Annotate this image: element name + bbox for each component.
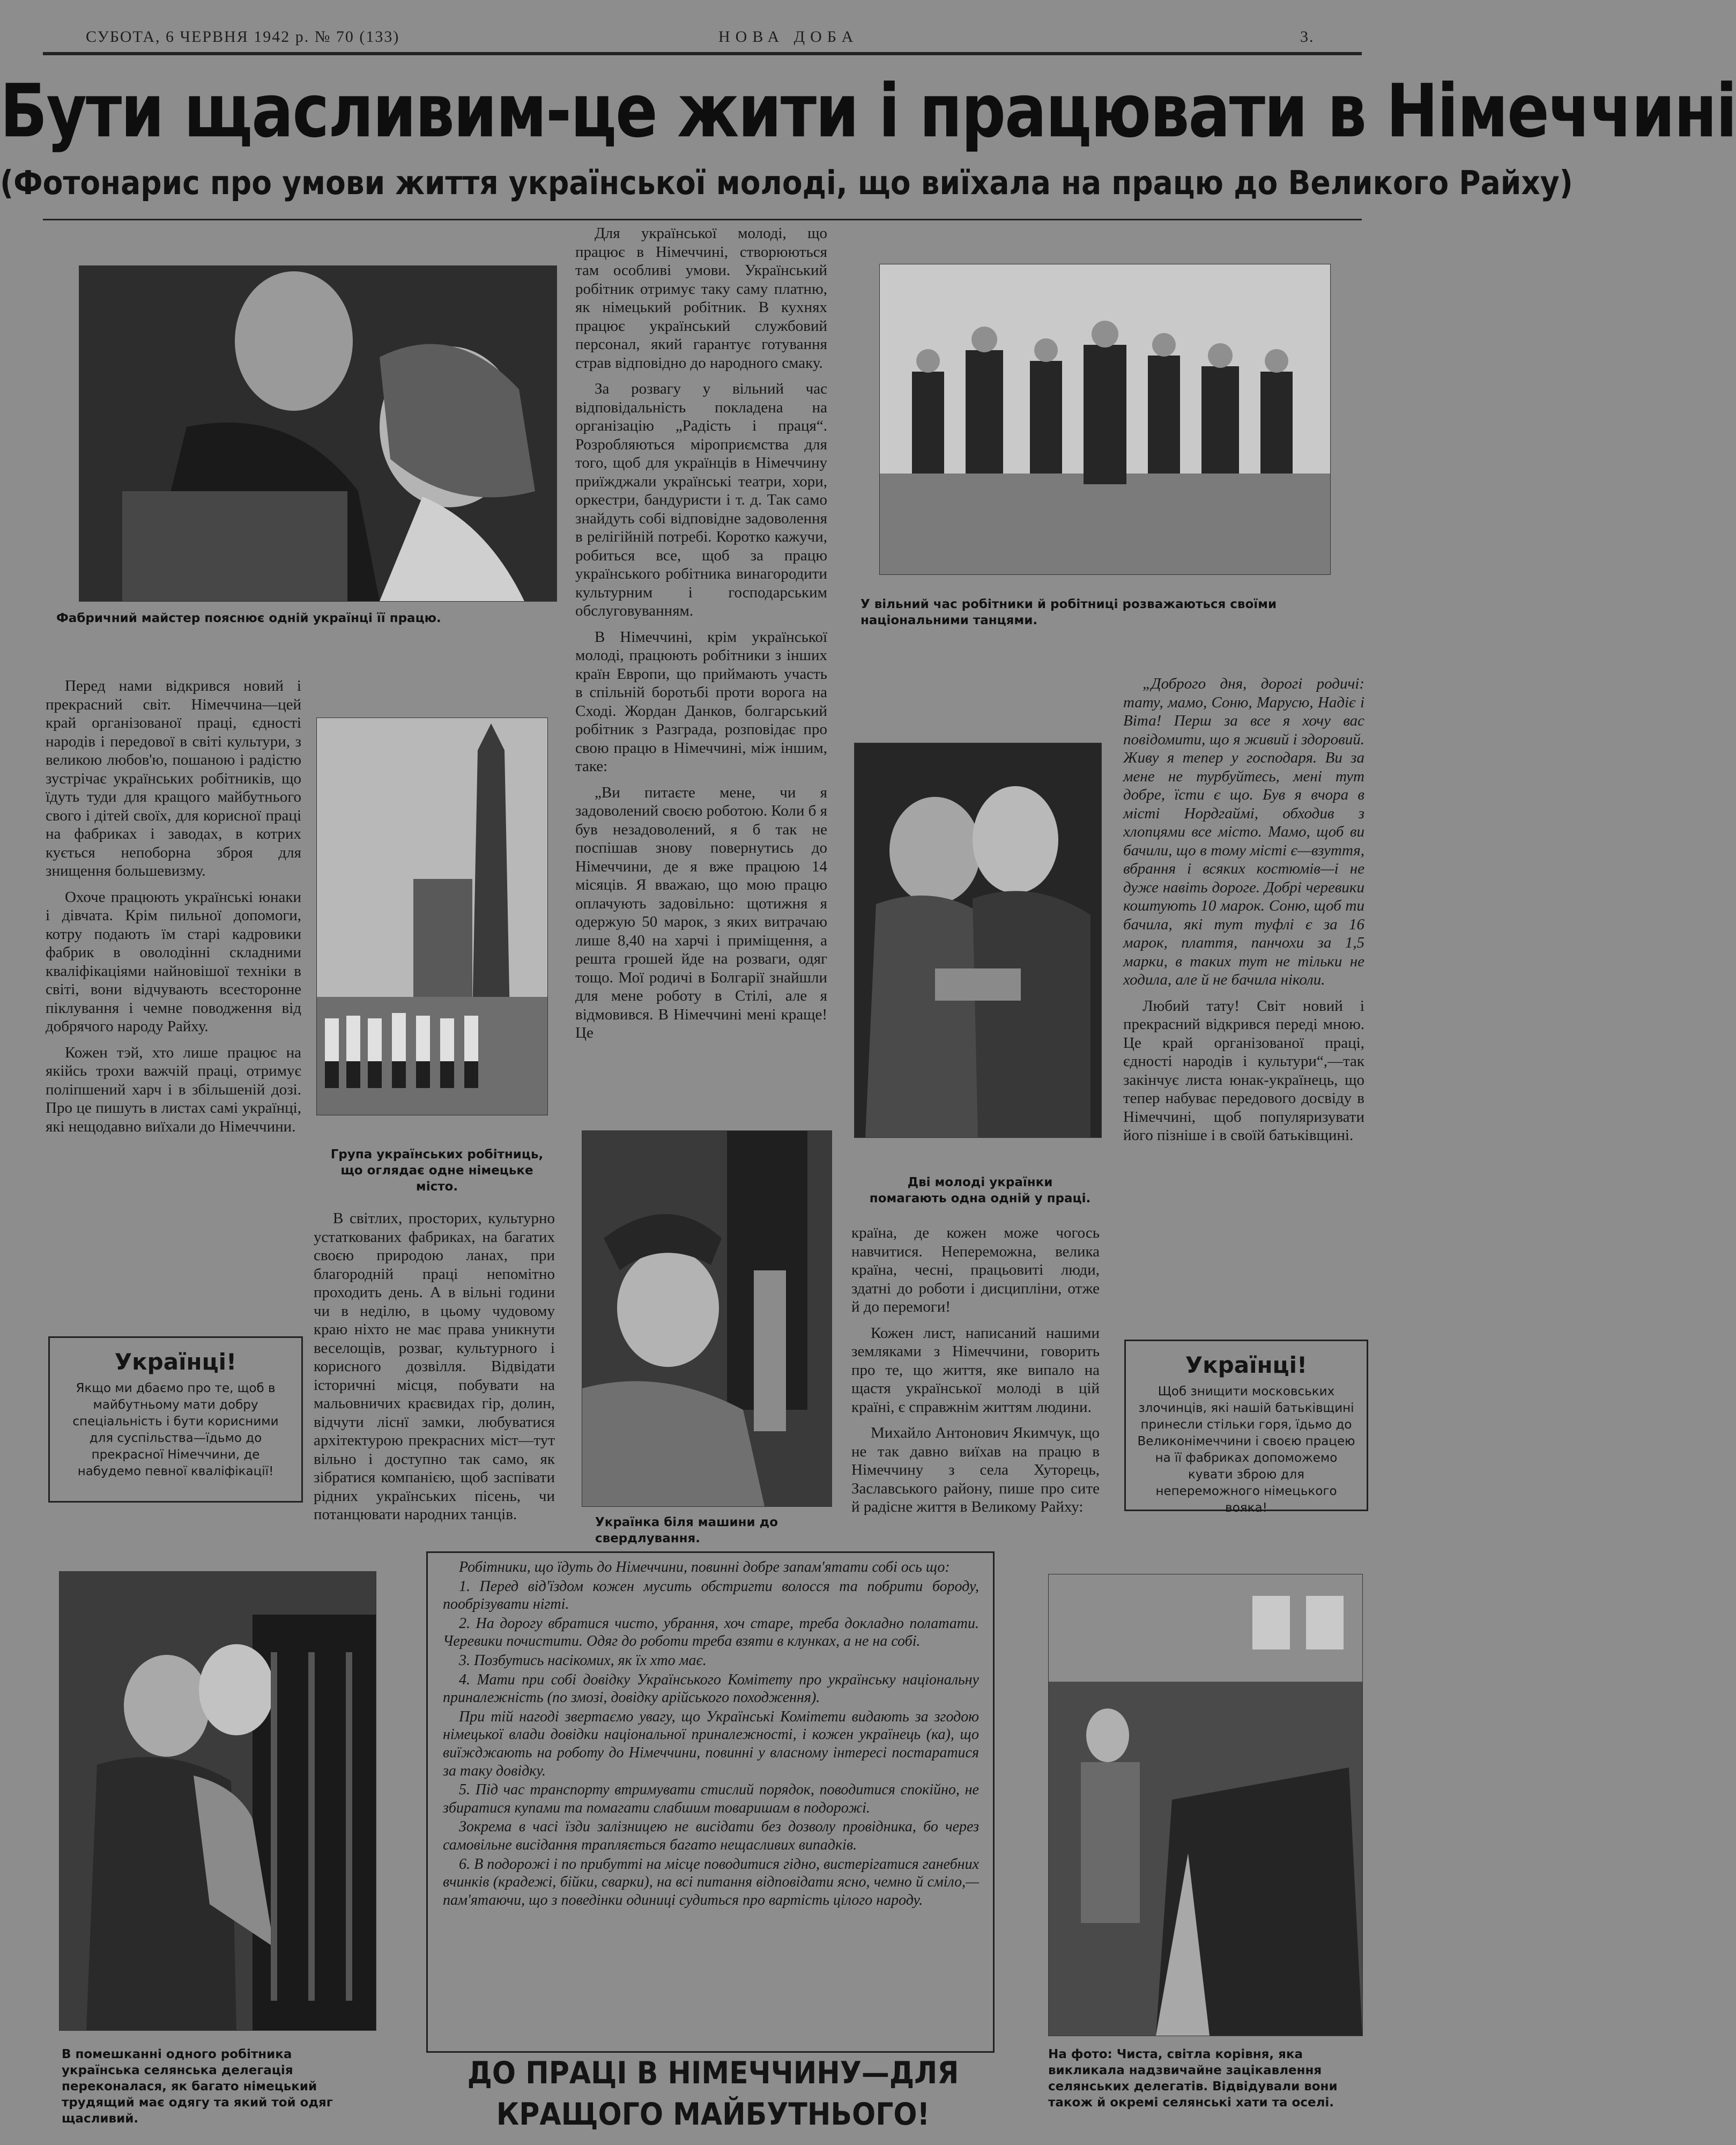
paragraph: „Доброго дня, дорогі родичі: тату, мамо, Соню, Марусю, Надіє і Віта! Перш за все я хочу вас повідомити, що я живий і здоровий. Живу я тепер у господаря. Ви за мене не турбуйтесь, мені тут добре, їсти є що. Був я вчора в місті Нордгаймі, обходив з хлопцями все місто. Мамо, щоб ви бачили, що в тому місті є—взуття, вбрання і всяких костюмів—і не дуже навіть дороге. Добрі черевики коштують 10 марок. Соню, щоб ти бачила, які тут туфлі є за 16 марок, плаття, панчохи за 1,5 марки, в таких тут не тільки не ходила, але й не бачила ніколи. — [1123, 675, 1364, 988]
photo-drilling-machine — [582, 1130, 832, 1507]
paragraph: За розвагу у вільний час відповідальність покладена на організацію „Радість і праця“. Розробляються міроприємства для того, щоб для українців в Німеччину приїжджали українські театри, хори, оркестри, бандуристи і т. д. Так само знайдуть собі відповідне задоволення в релігійній потребі. Коротко кажучи, робиться все, щоб за працю українського робітника винагородити культурним і господарським обслуговуванням. — [575, 380, 827, 619]
callout-box-right-title: Українці! — [1185, 1352, 1308, 1378]
caption-photo-folk-dancing: У вільний час робітники й робітниці розважаються своїми національними танцями. — [860, 597, 1277, 627]
paragraph: країна, де кожен може чогось навчитися. Непереможна, велика країна, чесні, працьовиті люди, здатні до роботи і дисципліни, отже й до перемоги! — [851, 1224, 1100, 1315]
subheadline: (Фотонарис про умови життя української молоді, що виїхала на працю до Великого Райху) — [0, 164, 1573, 202]
photo-city-tour — [316, 718, 548, 1115]
center-column-text — [575, 224, 827, 1050]
rules-item: 3. Позбутись насікомих, як їх хто має. — [459, 1652, 707, 1669]
paragraph: Любий тату! Світ новий і прекрасний відкрився переді мною. Це край організованої праці, єдності народів і культури“,—так закінчує листа юнак-українець, що тепер набуває передового досвіду в Німеччині, щоб популяризувати його пізніше і в своїй батьківщині. — [1123, 997, 1364, 1144]
photo-folk-dancing — [879, 264, 1331, 575]
paragraph: В світлих, просторих, культурно устаткованих фабриках, на багатих своєю природою ланах, при благородній праці непомітно проходить день. А в вільні години чи в неділю, в цьому чудовому краю ніхто не має права уникнути веселощів, розваг, культурного і корисного дозвілля. Відвідати історичні місця, побувати на мальовничих краєвидах гір, долин, відчути ліснї замки, любуватися архітектурою прекрасних міст—тут вільно і доступно так само, як зібратися компанією, щоб заспівати рідних українських пісень, чи потанцювати народних танців. — [314, 1210, 555, 1523]
paragraph: Кожен тэй, хто лише працює на якійсь трохи важчій праці, отримує поліпшений харч і в збільшеній дозі. Про це пишуть в листах самі українці, які нещодавно виїхали до Німеччини. — [46, 1044, 301, 1135]
slogan: ДО ПРАЦІ В НІМЕЧЧИНУ—ДЛЯ КРАЩОГО МАЙБУТНЬОГО! — [467, 2055, 959, 2133]
photo-worker-clothes — [59, 1571, 376, 2031]
caption-photo-cowshed: На фото: Чиста, світла корівня, яка викликала надзвичайне зацікавлення селянських делегатів. Відвідували вони також й окремі селянські хати та оселі. — [1048, 2047, 1338, 2110]
center-lower-column-text — [851, 1224, 1100, 1524]
caption-photo-city-tour: Група українських робітниць, що оглядає одне німецьке місто. — [330, 1148, 544, 1194]
rules-item: 1. Перед від'їздом кожен мусить обстригти волосся та побрити бороду, пообрізувати нігті. — [443, 1578, 979, 1613]
callout-box-right-text: Щоб знищити московських злочинців, які нашій батьківщині принесли стільки горя, їдьмо до Великонімеччини і своєю працею на її фабриках допоможемо кувати зброю для непереможного німецького вояка! — [1137, 1385, 1355, 1515]
rules-item: При тій нагоді звертаємо увагу, що Українські Комітети видають за згодою німецької влади довідки національної приналежності, і кожен українець (ка), що виїжджають на роботу до Німеччини, повинні у власному інтересі постаратися за таку довідку. — [443, 1708, 979, 1779]
caption-photo-factory-master: Фабричний майстер пояснює одній українці її працю. — [56, 611, 441, 625]
caption-photo-drilling-machine: Українка біля машини до свердлування. — [595, 1515, 778, 1545]
photo-two-women — [854, 743, 1102, 1138]
caption-photo-worker-clothes: В помешканні одного робітника українська селянська делегація переконалася, як багато німецький трудящий має одягу та який той одяг щасливий. — [62, 2047, 333, 2126]
headline: Бути щасливим-це жити і працювати в Німеччині — [0, 69, 1736, 154]
masthead-paper-name: НОВА ДОБА — [718, 28, 859, 46]
rules-item: Зокрема в часі їзди залізницею не висідати без дозволу провідника, бо через самовільне висідання трапляється багато нещасливих випадків. — [443, 1818, 979, 1853]
rules-item: 5. Під час транспорту втримувати стислий порядок, поводитися спокійно, не збиратися купами та помагати слабшим товаришам в подорожі. — [443, 1781, 979, 1816]
headline-rule — [43, 219, 1362, 220]
callout-box-left — [48, 1336, 303, 1503]
rules-item: 4. Мати при собі довідку Українського Комітету про українську національну приналежність (по змозі, довідку арійського походження). — [443, 1671, 979, 1706]
paragraph: Перед нами відкрився новий і прекрасний світ. Німеччина—цей край організованої праці, єдності народів і передової в світі культури, з великою любов'ю, пошаною і радістю зустрічає українських робітників, що їдуть туди для кращого майбутнього свого і дітей своїх, для корисної праці на фабриках і заводах, в котрих кується непоборна зброя для знищення большевизму. — [46, 677, 301, 879]
paragraph: Кожен лист, написаний нашими земляками з Німеччини, говорить про те, що життя, яке випало на щастя української молоді в цій країні, є справжнім життям людини. — [851, 1324, 1100, 1416]
rules-box — [426, 1551, 995, 2053]
paragraph: „Ви питаєте мене, чи я задоволений своєю роботою. Коли б я був незадоволений, я б так не поспішав знову повернутись до Німеччини, де я вже працюю 14 місяців. Я вважаю, що мою працю оплачують задовільно: щотижня я одержую 50 марок, з яких витрачаю лише 8,40 на харчі і приміщення, а решта грошей йде на розваги, одяг тощо. Мої родичі в Болгарії знайшли для мене роботу в Стілі, але я відмовився. В Німеччині мені краще! Це — [575, 783, 828, 1041]
rules-item: 2. На дорогу вбратися чисто, убрання, хоч старе, треба докладно полатати. Черевики почистити. Одяг до роботи треба взяти в клунках, а не на собі. — [443, 1615, 979, 1650]
right-column-letter — [1123, 675, 1364, 1152]
callout-box-left-text: Якщо ми дбаємо про те, щоб в майбутньому мати добру спеціальність і бути корисними для суспільства—їдьмо до прекрасної Німеччини, де набудемо певної кваліфікації! — [72, 1381, 279, 1478]
left-column-text — [46, 677, 301, 1143]
left-middle-column-text — [314, 1209, 555, 1532]
photo-cowshed — [1048, 1574, 1363, 2036]
masthead-rule — [43, 52, 1362, 55]
rules-item: 6. В подорожі і по прибутті на місце поводитися гідно, вистерігатися ганебних вчинків (крадежі, бійки, сварки), на всі питання відповідати ясно, чемно й сміло,—пам'ятаючи, що з поведінки одиниці судиться про вартість цілого народу. — [443, 1855, 979, 1909]
rules-item: Робітники, що їдуть до Німеччини, повинні добре запам'ятати собі ось що: — [459, 1559, 950, 1576]
caption-photo-two-women: Дві молоді українки помагають одна одній у праці. — [869, 1175, 1091, 1205]
paragraph: Охоче працюють українські юнаки і дівчата. Крім пильної допомоги, котру подають їм старі кадровики фабрик в оволодінні складними кваліфікаціями найновішої техніки в світі, вони відчувають всесторонне піклування і чемне поводження від добрячого народу Райху. — [46, 888, 301, 1035]
callout-box-right — [1124, 1340, 1368, 1515]
paragraph: В Німеччині, крім української молоді, працюють робітники з інших країн Европи, що приймають участь в спільній боротьбі проти ворога на Сході. Жордан Данков, болгарський робітник з Разграда, розповідає про свою працю в Німеччині, між іншим, таке: — [575, 628, 827, 775]
callout-box-left-title: Українці! — [114, 1349, 237, 1375]
paragraph: Михайло Антонович Якимчук, що не так давно виїхав на працю в Німеччину з села Хуторець, Заславського району, пише про сите й радісне життя в Великому Райху: — [851, 1424, 1100, 1515]
masthead-page-number: 3. — [1300, 28, 1315, 46]
paragraph: Для української молоді, що працює в Німеччині, створюються там особливі умови. Український робітник отримує таку саму платню, як німецький робітник. В кухнях працює український службовий персонал, який гарантує готування страв відповідно до народного смаку. — [575, 225, 827, 372]
masthead-date-issue: СУБОТА, 6 ЧЕРВНЯ 1942 р. № 70 (133) — [86, 28, 400, 46]
photo-factory-master — [79, 265, 557, 602]
rules-text — [443, 1558, 979, 1910]
